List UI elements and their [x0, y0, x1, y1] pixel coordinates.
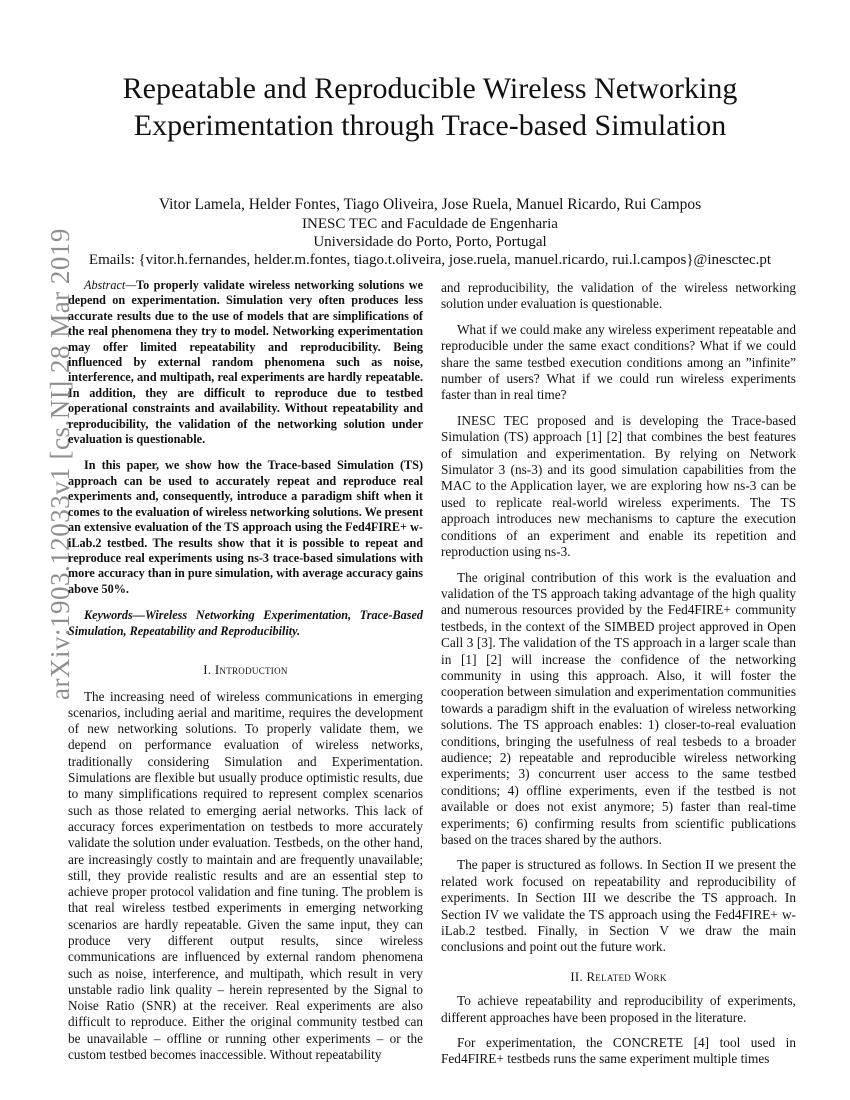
author-block: [70, 196, 790, 269]
paper-title: [70, 70, 790, 144]
author-emails: Emails: {vitor.h.fernandes, helder.m.fontes, tiago.t.oliveira, jose.ruela, manuel.ricardo, rui.l.campos}@inesctec.pt: [88, 252, 772, 268]
abstract-label: Abstract: [84, 278, 126, 292]
abstract-dash: —: [125, 278, 137, 292]
title-line-1: Repeatable and Reproducible Wireless Networking: [122, 72, 738, 105]
title-line-2: Experimentation through Trace-based Simulation: [133, 109, 727, 142]
affiliation-line-1: INESC TEC and Faculdade de Engenharia: [302, 216, 558, 232]
keywords: [68, 608, 423, 639]
right-column: [441, 280, 796, 1068]
keywords-dash: —: [132, 608, 145, 623]
abstract-block: [68, 278, 423, 597]
right-paragraph-continuation: and reproducibility, the validation of the wireless networking solution under evaluation is questionable.: [441, 280, 796, 312]
related-work-paragraph-2: For experimentation, the CONCRETE [4] tool used in Fed4FIRE+ testbeds runs the same experiment multiple times: [441, 1035, 796, 1067]
related-work-paragraph-1: To achieve repeatability and reproducibility of experiments, different approaches have been proposed in the literature.: [441, 993, 796, 1025]
keywords-label: Keywords: [84, 608, 133, 623]
right-paragraph-ts-approach: INESC TEC proposed and is developing the Trace-based Simulation (TS) approach [1] [2] that combines the best features of simulation and experimentation. By relying on Network Simulator 3 (ns-3) and its good simulation capabilities from the MAC to the Application layer, we are exploring how ns-3 can be used to replicate real-world wireless experiments. The TS approach introduces new mechanisms to capture the execution conditions of an experiment and enable its repetition and reproduction using ns-3.: [441, 412, 796, 560]
introduction-paragraph-1: The increasing need of wireless communications in emerging scenarios, including aerial and maritime, requires the development of new networking solutions. To properly validate them, we depend on performance evaluation of wireless networks, traditionally considering Simulation and Experimentation. Simulations are flexible but usually produce optimistic results, due to many simplifications required to represent complex scenarios such as those related to emerging aerial networks. This lack of accuracy forces experimentation on testbeds to more accurately validate the solution under evaluation. Testbeds, on the other hand, are increasingly costly to maintain and are frequently unavailable; still, they provide realistic results and are an essential step to achieve proper protocol validation and fine tuning. The problem is that real wireless testbed experiments in emerging networking scenarios are hardly repeatable. Given the same input, they can produce very different output results, since wireless communications are influenced by external random phenomena such as noise, interference, and multipath, which result in very unstable radio link quality – herein represented by the Signal to Noise Ratio (SNR) at the receiver. Real experiments are also difficult to reproduce. Either the original community testbed can be unavailable – offline or running other experiments – or the custom testbed becomes inaccessible. Without repeatability: [68, 688, 423, 1063]
right-paragraph-questions: What if we could make any wireless experiment repeatable and reproducible under the same exact conditions? What if we could share the same testbed execution conditions among an ”infinite” number of users? What if we could run wireless experiments faster than in real time?: [441, 321, 796, 403]
affiliation-line-2: Universidade do Porto, Porto, Portugal: [313, 234, 547, 250]
abstract-paragraph-1: [68, 278, 423, 447]
section-heading-related-work: II. Related Work: [570, 969, 667, 984]
abstract-paragraph-2: In this paper, we show how the Trace-based Simulation (TS) approach can be used to accurately repeat and reproduce real experiments and, consequently, introduce a paradigm shift when it comes to the evaluation of wireless networking solutions. We present an extensive evaluation of the TS approach using the Fed4FIRE+ w-iLab.2 testbed. The results show that it is possible to repeat and reproduce real experiments using ns-3 trace-based simulations with more accuracy than in pure simulation, with average accuracy gains above 50%.: [68, 458, 423, 596]
right-paragraph-contribution: The original contribution of this work is the evaluation and validation of the TS approach taking advantage of the high quality and numerous resources provided by the Fed4FIRE+ community testbeds, in the context of the SIMBED project approved in Open Call 3 [3]. The validation of the TS approach in a larger scale than in [1] [2] will increase the confidence of the networking community in using this approach. Also, it will foster the cooperation between simulation and experimentation communities towards a paradigm shift in the evaluation of wireless networking solutions. The TS approach enables: 1) closer-to-real evaluation conditions, bringing the usefulness of real tesbeds to a broader audience; 2) repeatable and reproducible wireless networking experiments; 3) concurrent user access to the same testbed conditions; 4) offline experiments, even if the testbed is not available or does not exist anymore; 5) faster than real-time experiments; 6) confirming results from scientific publications based on the traces shared by the authors.: [441, 569, 796, 847]
left-column: [68, 278, 423, 1063]
abstract-text-1: To properly validate wireless networking solutions we depend on experimentation. Simulation very often produces less accurate results due to the use of models that are simplifications of the real phenomena they try to model. Networking experimentation may offer limited repeatability and reproducibility. Being influenced by external random phenomena such as noise, interference, and multipath, real experiments are hardly repeatable. In addition, they are difficult to reproduce due to testbed operational constraints and availability. Without repeatability and reproducibility, the validation of the networking solution under evaluation is questionable.: [68, 278, 423, 447]
section-heading-introduction: I. Introduction: [203, 662, 288, 677]
author-names: Vitor Lamela, Helder Fontes, Tiago Oliveira, Jose Ruela, Manuel Ricardo, Rui Campos: [158, 196, 702, 213]
right-paragraph-structure: The paper is structured as follows. In Section II we present the related work focused on repeatability and reproducibility of experiments. In Section III we describe the TS approach. In Section IV we validate the TS approach using the Fed4FIRE+ w-iLab.2 testbed. Finally, in Section V we draw the main conclusions and point out the future work.: [441, 857, 796, 955]
keywords-text: Wireless Networking Experimentation, Trace-Based Simulation, Repeatability and Reproducibility.: [68, 608, 423, 638]
arxiv-identifier-stamp[interactable]: arXiv:1903.12033v1 [cs.NI] 28 Mar 2019: [45, 228, 75, 700]
